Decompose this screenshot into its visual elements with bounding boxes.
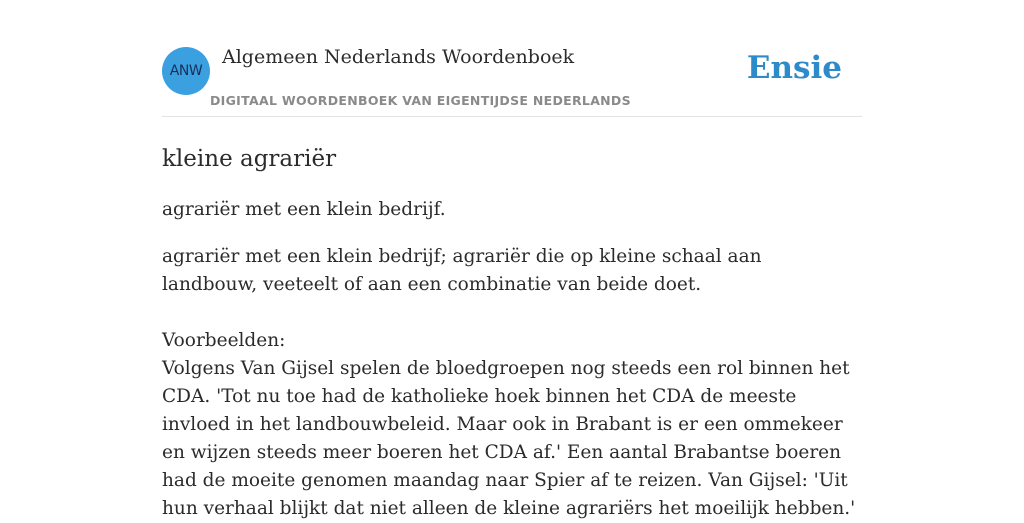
anw-logo[interactable]: ANW: [162, 47, 210, 95]
page: [162, 0, 862, 523]
ensie-brand-link[interactable]: Ensie: [746, 50, 842, 86]
short-definition: agrariër met een klein bedrijf.: [162, 199, 446, 220]
entry-content: [162, 144, 862, 523]
example-text: Volgens Van Gijsel spelen de bloedgroepen nog steeds een rol binnen het CDA. 'Tot nu toe had de katholieke hoek binnen het CDA de meeste invloed in het landbouwbeleid. Maar ook in Brabant is er een ommekeer en wijzen steeds meer boeren het CDA af.' Een aantal Brabantse boeren had de moeite genomen maandag naar Spier af te reizen. Van Gijsel: 'Uit hun verhaal blijkt dat niet alleen de kleine agrariërs het moeilijk hebben.': [162, 358, 856, 519]
site-subtitle: DIGITAAL WOORDENBOEK VAN EIGENTIJDSE NEDERLANDS: [210, 93, 631, 108]
examples-label: Voorbeelden:: [162, 330, 286, 351]
site-header: [162, 0, 862, 117]
entry-headword: kleine agrariër: [162, 146, 337, 172]
long-definition: agrariër met een klein bedrijf; agrariër die op kleine schaal aan landbouw, veeteelt of aan een combinatie van beide doet.: [162, 246, 762, 295]
site-title: Algemeen Nederlands Woordenboek: [222, 46, 575, 68]
